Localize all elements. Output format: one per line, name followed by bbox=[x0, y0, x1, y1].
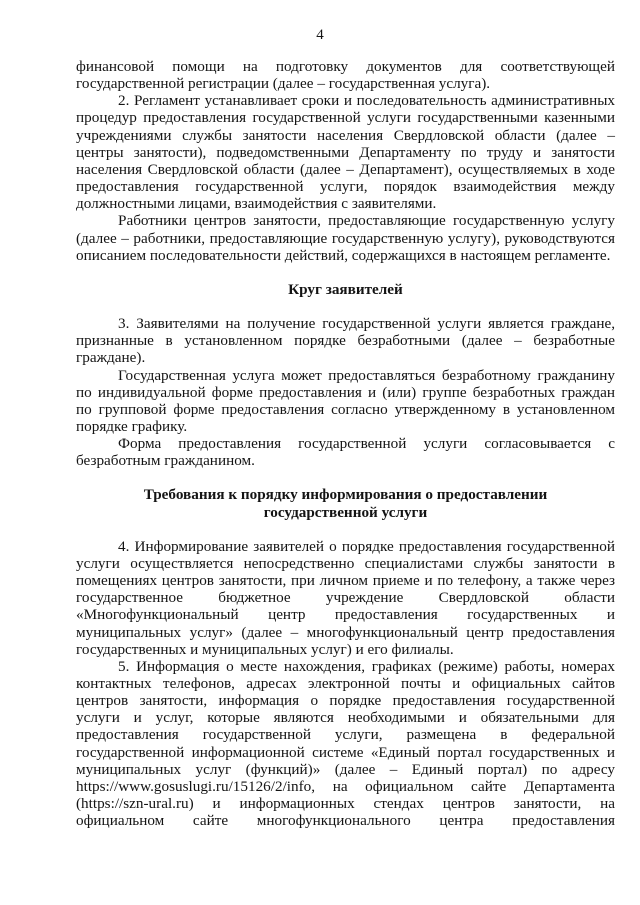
paragraph-regulation-scope: 2. Регламент устанавливает сроки и последовательность административных процедур предоставления государственной услуги государственными казенными учреждениями службы занятости населения Свердловской области (далее – центры занятости), подведомственными Департаменту по труду и занятости населения Свердловской области (далее – Департамент), осуществляемых в ходе предоставления государственной услуги, порядок взаимодействия между должностными лицами, взаимодействия с заявителями. bbox=[76, 92, 615, 213]
paragraph-funding-continuation: финансовой помощи на подготовку документов для соответствующей государственной регистрации (далее – государственная услуга). bbox=[76, 58, 615, 93]
paragraph-form-agreement: Форма предоставления государственной услуги согласовывается с безработным гражданином. bbox=[76, 435, 615, 470]
section-heading-informing-line1: Требования к порядку информирования о предоставлении bbox=[143, 486, 548, 504]
paragraph-informing-channels: 4. Информирование заявителей о порядке предоставления государственной услуги осуществляется непосредственно специалистами службы занятости в помещениях центров занятости, при личном приеме и по телефону, а также через государственное бюджетное учреждение Свердловской области «Многофункциональный центр предоставления государственных и муниципальных услуг» (далее – многофункциональный центр предоставления государственных и муниципальных услуг) и его филиалы. bbox=[76, 537, 615, 658]
section-heading-applicants: Круг заявителей bbox=[288, 280, 403, 298]
paragraph-service-forms: Государственная услуга может предоставляться безработному гражданину по индивидуальной форме предоставления и (или) группе безработных граждан по групповой форме предоставления согласно утвержденному в установленном порядке графику. bbox=[76, 366, 615, 435]
paragraph-applicants: 3. Заявителями на получение государственной услуги является граждане, признанные в установленном порядке безработными (далее – безработные граждане). bbox=[76, 315, 615, 367]
page-number: 4 bbox=[316, 27, 324, 43]
paragraph-information-sources: 5. Информация о месте нахождения, графиках (режиме) работы, номерах контактных телефонов, адресах электронной почты и официальных сайтов центров занятости, информация о порядке предоставления государственной услуги и услуг, которые являются необходимыми и обязательными для предоставления государственной услуги, размещена в федеральной государственной информационной системе «Единый портал государственных и муниципальных услуг (функций)» (далее – Единый портал) по адресу https://www.gosuslugi.ru/15126/2/info, на официальном сайте Департамента (https://szn-ural.ru) и информационных стендах центров занятости, на официальном сайте многофункционального центра предоставления bbox=[76, 657, 615, 830]
paragraph-staff-guidance: Работники центров занятости, предоставляющие государственную услугу (далее – работники, предоставляющие государственную услугу), руководствуются описанием последовательности действий, содержащихся в настоящем регламенте. bbox=[76, 212, 615, 264]
section-heading-informing-line2: государственной услуги bbox=[263, 503, 428, 521]
section-heading-informing bbox=[76, 486, 615, 520]
document-body bbox=[76, 58, 615, 829]
